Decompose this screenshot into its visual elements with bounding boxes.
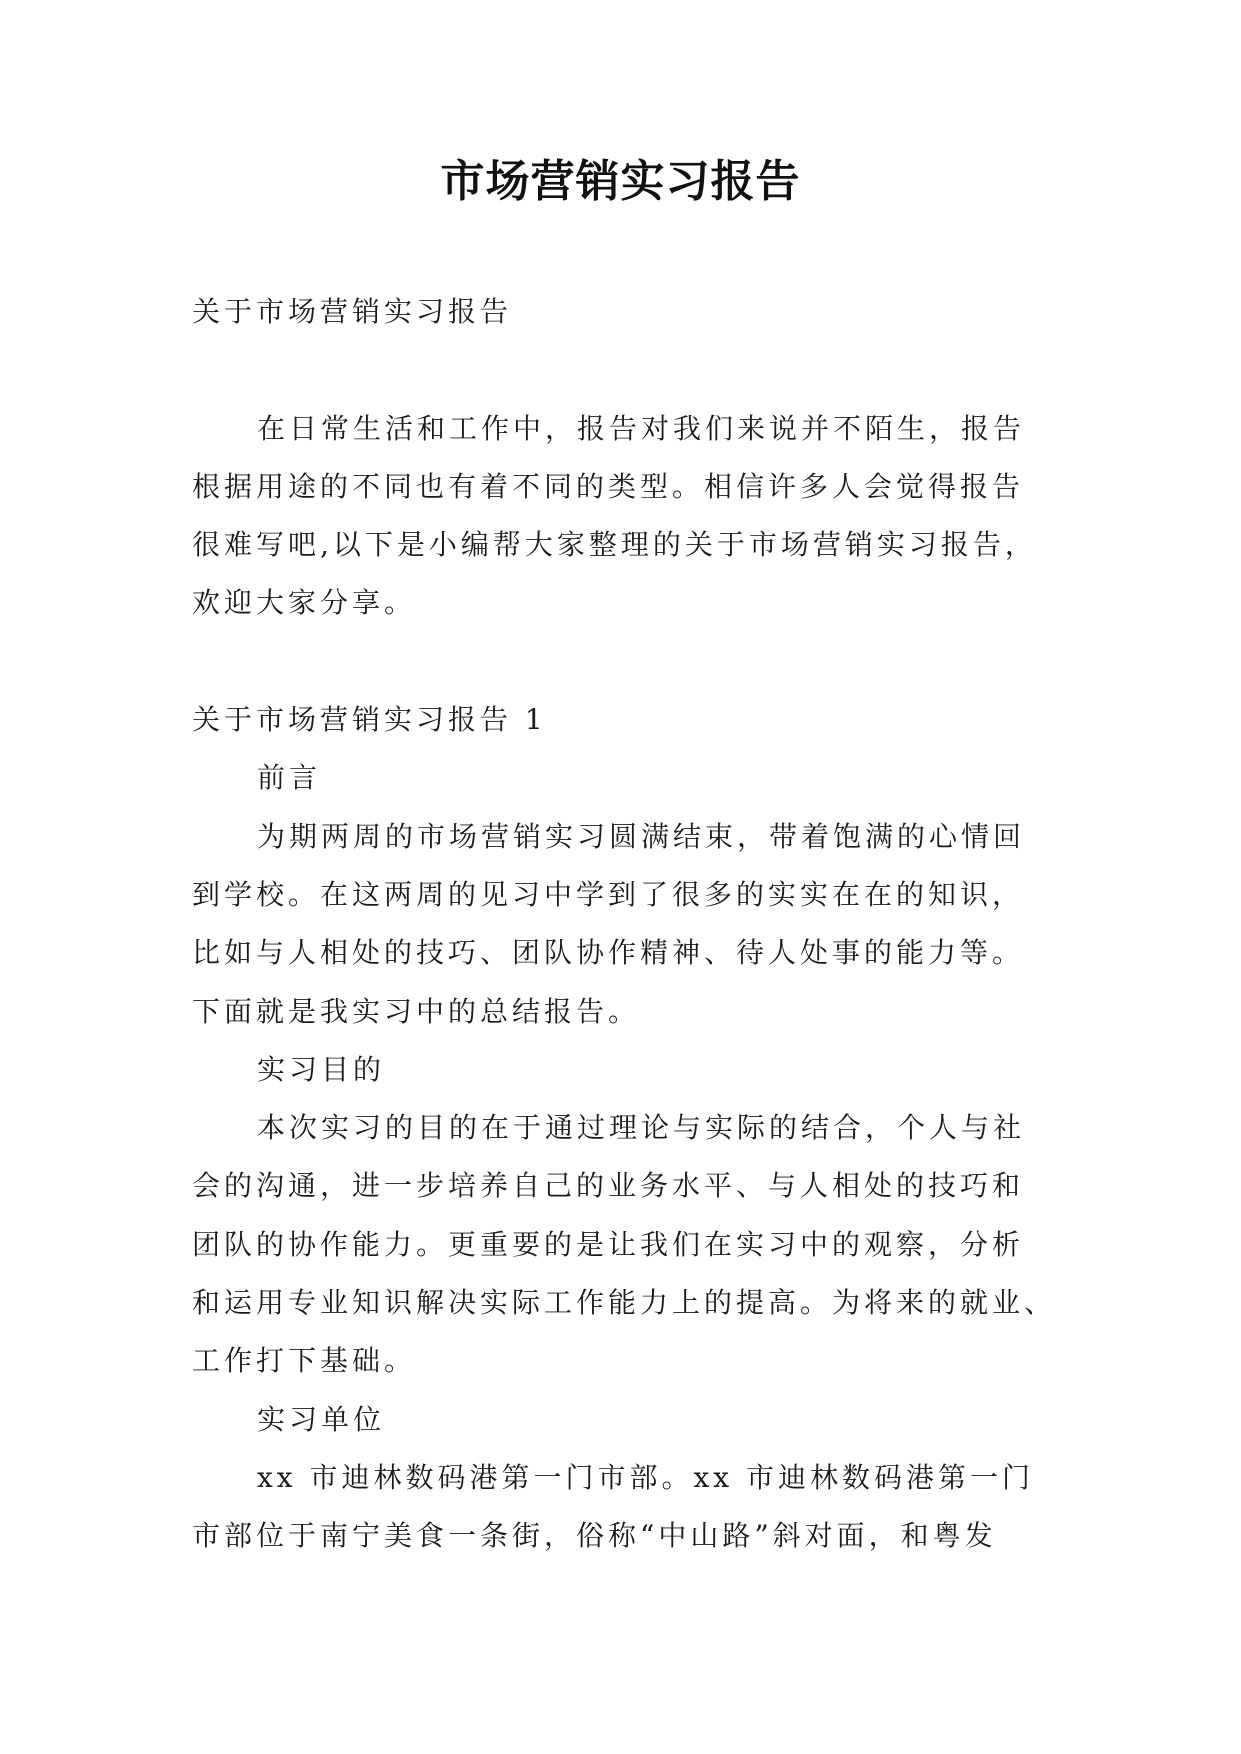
- intro-line-3: 很难写吧,以下是小编帮大家整理的关于市场营销实习报告，: [192, 528, 1037, 562]
- purpose-line-3: 团队的协作能力。更重要的是让我们在实习中的观察，分析: [192, 1227, 1025, 1261]
- purpose-line-4: 和运用专业知识解决实际工作能力上的提高。为将来的就业、: [192, 1286, 1057, 1320]
- preface-line-3: 比如与人相处的技巧、团队协作精神、待人处事的能力等。: [192, 936, 1025, 970]
- section-title: 关于市场营销实习报告 1: [192, 703, 547, 737]
- intro-line-4: 欢迎大家分享。: [192, 586, 417, 620]
- blank-line: [192, 341, 1062, 399]
- blank-line: [192, 633, 1062, 691]
- intro-line-2: 根据用途的不同也有着不同的类型。相信许多人会觉得报告: [192, 469, 1025, 503]
- intro-line-1: 在日常生活和工作中，报告对我们来说并不陌生，报告: [257, 411, 1026, 445]
- purpose-line-5: 工作打下基础。: [192, 1344, 417, 1378]
- purpose-line-2: 会的沟通，进一步培养自己的业务水平、与人相处的技巧和: [192, 1169, 1025, 1203]
- preface-line-4: 下面就是我实习中的总结报告。: [192, 994, 641, 1028]
- unit-line-1: xx 市迪林数码港第一门市部。xx 市迪林数码港第一门: [257, 1460, 1034, 1494]
- purpose-heading: 实习目的: [257, 1052, 386, 1086]
- unit-line-2: 市部位于南宁美食一条街，俗称“中山路”斜对面，和粤发: [192, 1519, 997, 1553]
- preface-line-2: 到学校。在这两周的见习中学到了很多的实实在在的知识，: [192, 877, 1025, 911]
- unit-heading: 实习单位: [257, 1402, 386, 1436]
- preface-heading: 前言: [257, 761, 322, 795]
- document-body: [192, 283, 1062, 1566]
- document-subtitle: 关于市场营销实习报告: [192, 295, 513, 328]
- preface-line-1: 为期两周的市场营销实习圆满结束，带着饱满的心情回: [257, 819, 1026, 853]
- purpose-line-1: 本次实习的目的在于通过理论与实际的结合，个人与社: [257, 1111, 1026, 1145]
- document-title: 市场营销实习报告: [440, 156, 801, 207]
